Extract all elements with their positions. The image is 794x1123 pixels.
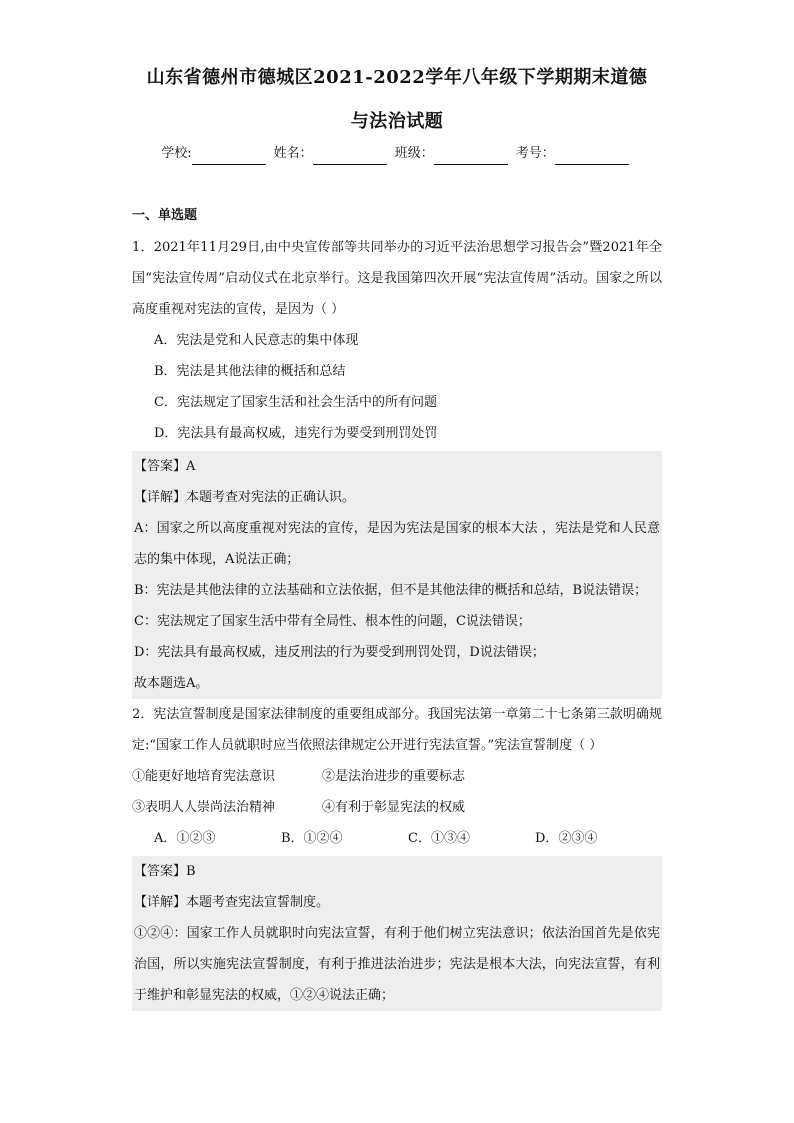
question-2-option-c: C．①③④ [408, 831, 470, 846]
question-2-statement-4: ④有利于彰显宪法的权威 [322, 800, 466, 815]
question-2-explain-0: 【详解】本题考查宪法宣誓制度。 [134, 895, 330, 910]
question-2-answer-box [132, 856, 662, 1011]
student-info-row [0, 143, 794, 165]
exam-number-blank [555, 150, 629, 165]
school-blank [192, 150, 266, 165]
name-blank [313, 150, 387, 165]
question-2-statements-row-2 [132, 792, 662, 823]
section-title: 一、单选题 [132, 208, 198, 223]
question-1-option-b: B．宪法是其他法律的概括和总结 [154, 364, 346, 379]
question-1-stem: 1．2021年11月29日,由中央宣传部等共同举办的习近平法治思想学习报告会”暨2021年全国“宪法宣传周”启动仪式在北京举行。这是我国第四次开展“宪法宣传周”活动。国家之所以高度重视对宪法的宣传，是因为（ ） [132, 240, 662, 317]
question-2-option-d: D．②③④ [535, 831, 598, 846]
question-2-options-row [132, 823, 662, 854]
school-field [161, 143, 269, 165]
question-2-option-a: A．①②③ [154, 831, 216, 846]
exam-number-label: 考号： [515, 146, 555, 161]
question-1-option-d: D．宪法具有最高权威，违宪行为要受到刑罚处罚 [154, 426, 438, 441]
exam-title-line2: 与法治试题 [350, 111, 444, 132]
question-1-explain-2: B：宪法是其他法律的立法基础和立法依据，但不是其他法律的概括和总结，B说法错误； [134, 583, 648, 598]
class-field [395, 143, 512, 165]
question-2-statement-1: ①能更好地培育宪法意识 [132, 769, 276, 784]
question-2-answer: 【答案】B [134, 864, 196, 879]
class-label: 班级： [394, 146, 434, 161]
class-blank [434, 150, 508, 165]
name-field [274, 143, 391, 165]
question-2-option-b: B．①②④ [281, 831, 343, 846]
name-label: 姓名： [273, 146, 313, 161]
question-1-option-a: A．宪法是党和人民意志的集中体现 [154, 333, 359, 348]
question-2-explain-1: ①②④：国家工作人员就职时向宪法宣誓，有利于他们树立宪法意识；依法治国首先是依宪治国，所以实施宪法宣誓制度，有利于推进法治进步；宪法是根本大法，向宪法宣誓，有利于维护和彰显宪法的权威，①②④说法正确； [134, 926, 660, 1003]
question-1-answer-box [132, 451, 662, 699]
question-1-explain-4: D：宪法具有最高权威，违反刑法的行为要受到刑罚处罚，D说法错误； [134, 645, 545, 660]
question-1-explain-0: 【详解】本题考查对宪法的正确认识。 [134, 490, 356, 505]
exam-content [132, 204, 662, 1011]
question-1-explain-1: A：国家之所以高度重视对宪法的宣传，是因为宪法是国家的根本大法 ，宪法是党和人民意志的集中体现，A说法正确； [134, 521, 660, 567]
exam-title-line1: 山东省德州市德城区2021-2022学年八年级下学期期末道德 [146, 67, 648, 88]
exam-number-field [516, 143, 633, 165]
question-1-explain-5: 故本题选A。 [134, 676, 209, 691]
question-2-stem: 2．宪法宣誓制度是国家法律制度的重要组成部分。我国宪法第一章第二十七条第三款明确规定:“国家工作人员就职时应当依照法律规定公开进行宪法宣誓。”宪法宣誓制度（ ） [132, 707, 662, 753]
question-1-answer: 【答案】A [134, 459, 196, 474]
school-label: 学校: [161, 146, 192, 161]
question-2-statement-2: ②是法治进步的重要标志 [322, 769, 466, 784]
question-2-statements-row-1 [132, 761, 662, 792]
question-1-explain-3: C：宪法规定了国家生活中带有全局性、根本性的问题，C说法错误； [134, 614, 531, 629]
question-2-statement-3: ③表明人人崇尚法治精神 [132, 800, 276, 815]
question-1-option-c: C．宪法规定了国家生活和社会生活中的所有问题 [154, 395, 437, 410]
